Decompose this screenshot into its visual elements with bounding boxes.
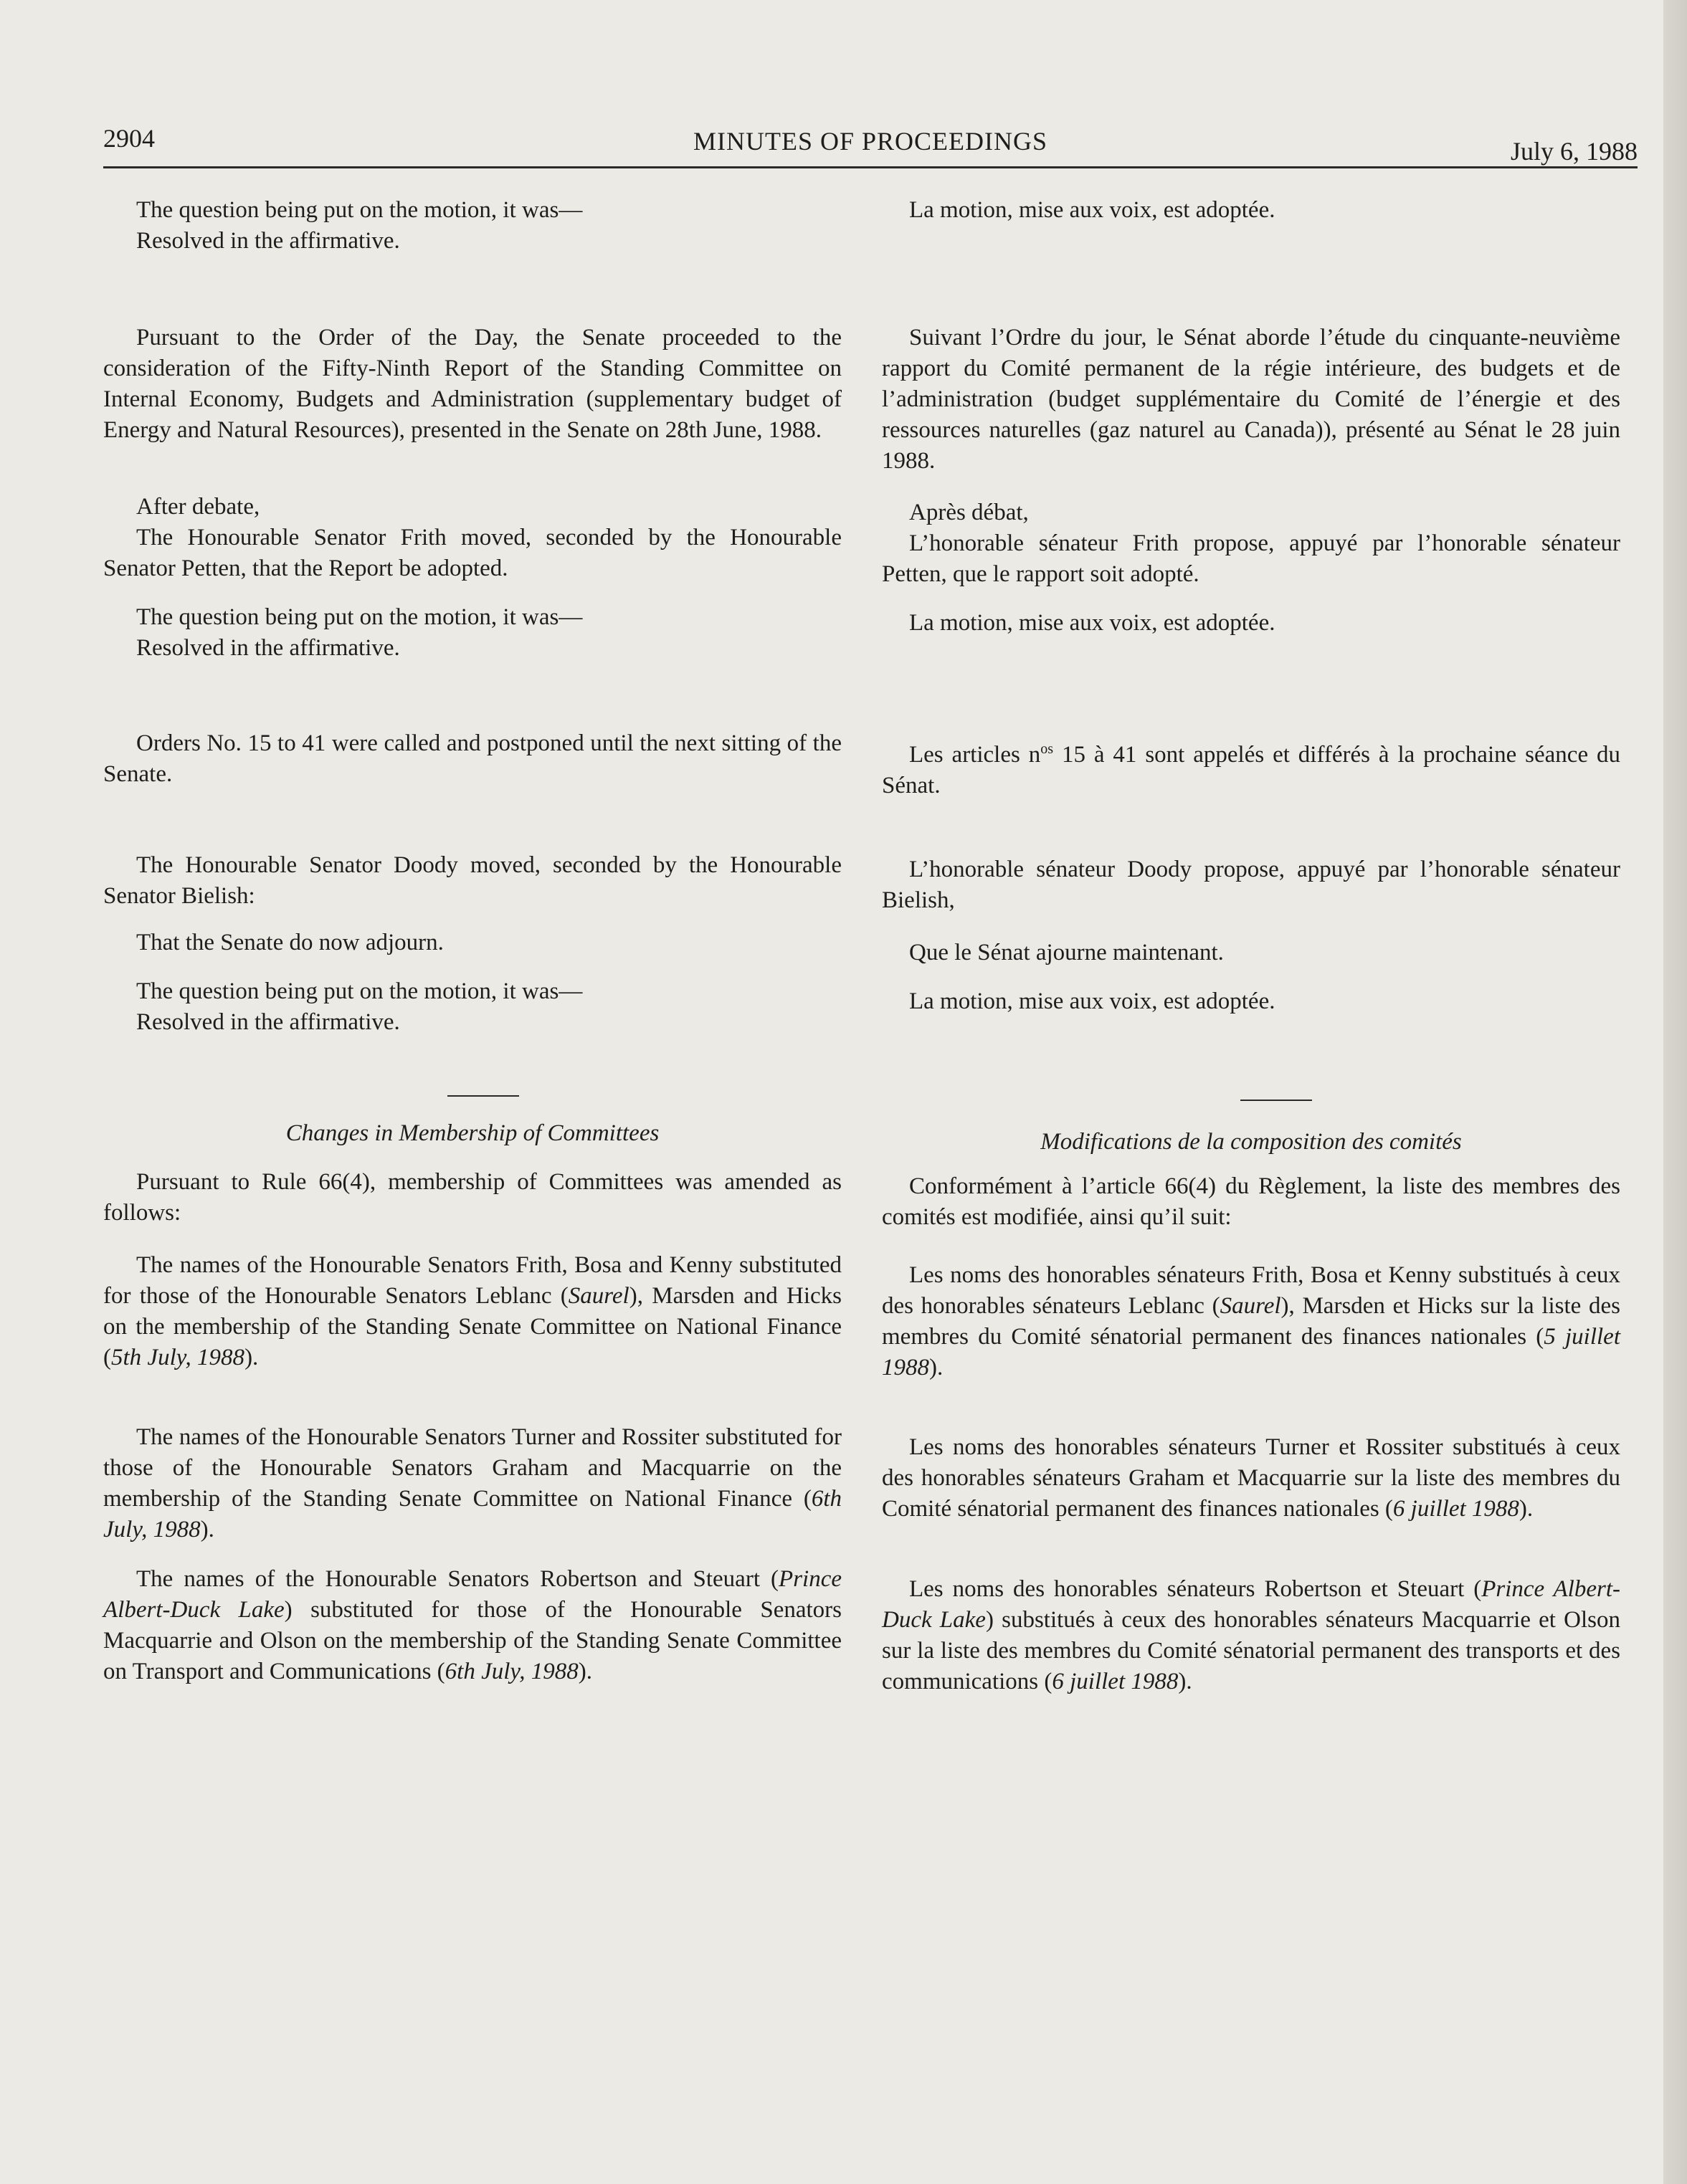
en-adjourn-text: That the Senate do now adjourn. (136, 930, 444, 955)
en-question-3: The question being put on the motion, it was— Resolved in the affirmative. (136, 978, 583, 1035)
fr-section-heading: Modifications de la composition des comités (1040, 1129, 1462, 1155)
fr-order-paragraph: Suivant l’Ordre du jour, le Sénat aborde l’étude du cinquante-neuvième rapport du Comité permanent de la régie intérieure, des budgets et de l’administration (budget supplémentaire du Comité de l’énergie et des ressources naturelles (gaz naturel au Canada)), présenté au Sénat le 28 juin 1988. (882, 325, 1620, 474)
en-rule-paragraph: Pursuant to Rule 66(4), membership of Committees was amended as follows: (103, 1169, 842, 1226)
fr-section-divider (1240, 1100, 1312, 1101)
en-order-paragraph: Pursuant to the Order of the Day, the Senate proceeded to the consideration of the Fifty-Ninth Report of the Standing Committee on Internal Economy, Budgets and Administration (supplementary budget of Energy and Natural Resources), presented in the Senate on 28th June, 1988. (103, 325, 842, 443)
en-membership-change-1: The names of the Honourable Senators Frith, Bosa and Kenny substituted for those of the Honourable Senators Leblanc (Saurel), Marsden and Hicks on the membership of the Standing Senate Committee on National Finance (5th July, 1988). (103, 1252, 842, 1370)
fr-adjourn-text: Que le Sénat ajourne maintenant. (909, 940, 1224, 965)
en-membership-change-2: The names of the Honourable Senators Turner and Rossiter substituted for those of the Honourable Senators Graham and Macquarrie on the membership of the Standing Senate Committee on National Finance (6th July, 1988). (103, 1424, 842, 1542)
fr-debate-paragraph: Après débat, L’honorable sénateur Frith propose, appuyé par l’honorable sénateur Petten, que le rapport soit adopté. (882, 500, 1620, 587)
fr-adjourn-motion: L’honorable sénateur Doody propose, appuyé par l’honorable sénateur Bielish, (882, 857, 1620, 913)
fr-question-3: La motion, mise aux voix, est adoptée. (909, 988, 1275, 1014)
en-question-1: The question being put on the motion, it was— Resolved in the affirmative. (136, 197, 583, 254)
en-section-divider (447, 1095, 519, 1097)
fr-question-1: La motion, mise aux voix, est adoptée. (909, 197, 1275, 223)
fr-membership-change-3: Les noms des honorables sénateurs Robertson et Steuart (Prince Albert-Duck Lake) substitués à ceux des honorables sénateurs Macquarrie et Olson sur la liste des membres du Comité sénatorial permanent des transports et des communications (6 juillet 1988). (882, 1576, 1620, 1694)
fr-membership-change-2: Les noms des honorables sénateurs Turner et Rossiter substitués à ceux des honorables sénateurs Graham et Macquarrie sur la liste des membres du Comité sénatorial permanent des finances nationales (6 juillet 1988). (882, 1434, 1620, 1522)
page-edge (1663, 0, 1687, 2184)
page-title: MINUTES OF PROCEEDINGS (693, 127, 1048, 156)
page-number: 2904 (103, 124, 155, 153)
page-header (103, 123, 1638, 166)
en-membership-change-3: The names of the Honourable Senators Robertson and Steuart (Prince Albert-Duck Lake) substituted for those of the Honourable Senators Macquarrie and Olson on the membership of the Standing Senate Committee on Transport and Communications (6th July, 1988). (103, 1566, 842, 1684)
en-debate-paragraph: After debate, The Honourable Senator Frith moved, seconded by the Honourable Senator Petten, that the Report be adopted. (103, 494, 842, 581)
header-rule (103, 166, 1638, 168)
fr-orders-postponed: Les articles $n^{os}$ 15 à 41 sont appelés et différés à la prochaine séance du Sénat. (882, 741, 1621, 798)
en-question-2: The question being put on the motion, it was— Resolved in the affirmative. (136, 604, 583, 661)
fr-question-2: La motion, mise aux voix, est adoptée. (909, 610, 1275, 636)
page-date: July 6, 1988 (1510, 137, 1638, 166)
en-orders-postponed: Orders No. 15 to 41 were called and postponed until the next sitting of the Senate. (103, 730, 842, 787)
fr-membership-change-1: Les noms des honorables sénateurs Frith, Bosa et Kenny substitués à ceux des honorables sénateurs Leblanc (Saurel), Marsden et Hicks sur la liste des membres du Comité sénatorial permanent des finances nationales (5 juillet 1988). (882, 1262, 1620, 1381)
en-adjourn-motion: The Honourable Senator Doody moved, seconded by the Honourable Senator Bielish: (103, 852, 842, 909)
en-section-heading: Changes in Membership of Committees (285, 1120, 660, 1146)
fr-rule-paragraph: Conformément à l’article 66(4) du Règlement, la liste des membres des comités est modifiée, ainsi qu’il suit: (882, 1173, 1620, 1230)
